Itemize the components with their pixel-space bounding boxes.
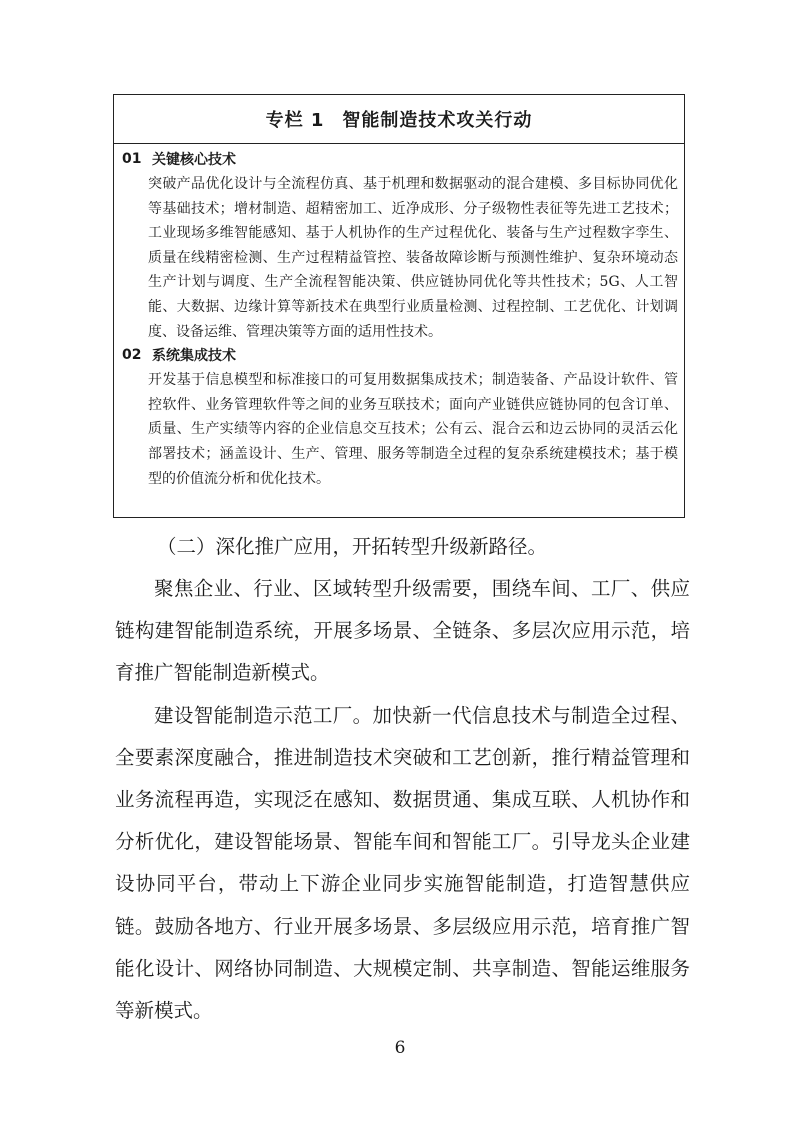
main-text [115, 526, 690, 1032]
paragraph-2: 建设智能制造示范工厂。加快新一代信息技术与制造全过程、全要素深度融合，推进制造技术突破和工艺创新，推行精益管理和业务流程再造，实现泛在感知、数据贯通、集成互联、人机协作和分析优化，建设智能场景、智能车间和智能工厂。引导龙头企业建设协同平台，带动上下游企业同步实施智能制造，打造智慧供应链。鼓励各地方、行业开展多场景、多层级应用示范，培育推广智能化设计、网络协同制造、大规模定制、共享制造、智能运维服务等新模式。 [115, 703, 690, 1023]
box-title [114, 95, 684, 144]
section-title: 系统集成技术 [152, 348, 236, 365]
box-title-number: 专栏 1 [265, 110, 325, 131]
section-text-01: 突破产品优化设计与全流程仿真、基于机理和数据驱动的混合建模、多目标协同优化等基础技术；增材制造、超精密加工、近净成形、分子级物性表征等先进工艺技术；工业现场多维智能感知、基于人机协作的生产过程优化、装备与生产过程数字孪生、质量在线精密检测、生产过程精益管控、装备故障诊断与预测性维护、复杂环境动态生产计划与调度、生产全流程智能决策、供应链协同优化等共性技术；5G、人工智能、大数据、边缘计算等新技术在典型行业质量检测、过程控制、工艺优化、计划调度、设备运维、管理决策等方面的适用性技术。 [148, 176, 678, 340]
sub-heading: （二）深化推广应用，开拓转型升级新路径。 [157, 535, 548, 558]
paragraph-1: 聚焦企业、行业、区域转型升级需要，围绕车间、工厂、供应链构建智能制造系统，开展多场景、全链条、多层次应用示范，培育推广智能制造新模式。 [115, 577, 690, 685]
box-body [114, 144, 684, 491]
section-number: 02 [122, 347, 142, 364]
section-heading-01 [122, 148, 678, 170]
page-number: 6 [394, 1038, 406, 1058]
section-text-02: 开发基于信息模型和标准接口的可复用数据集成技术；制造装备、产品设计软件、管控软件、业务管理软件等之间的业务互联技术；面向产业链供应链协同的包含订单、质量、生产实绩等内容的企业信息交互技术；公有云、混合云和边云协同的灵活云化部署技术；涵盖设计、生产、管理、服务等制造全过程的复杂系统建模技术；基于模型的价值流分析和优化技术。 [148, 372, 678, 487]
section-number: 01 [122, 151, 142, 167]
feature-box [113, 94, 685, 518]
section-title: 关键核心技术 [152, 152, 236, 168]
section-heading-02 [122, 344, 678, 366]
box-title-text: 智能制造技术攻关行动 [342, 110, 533, 131]
